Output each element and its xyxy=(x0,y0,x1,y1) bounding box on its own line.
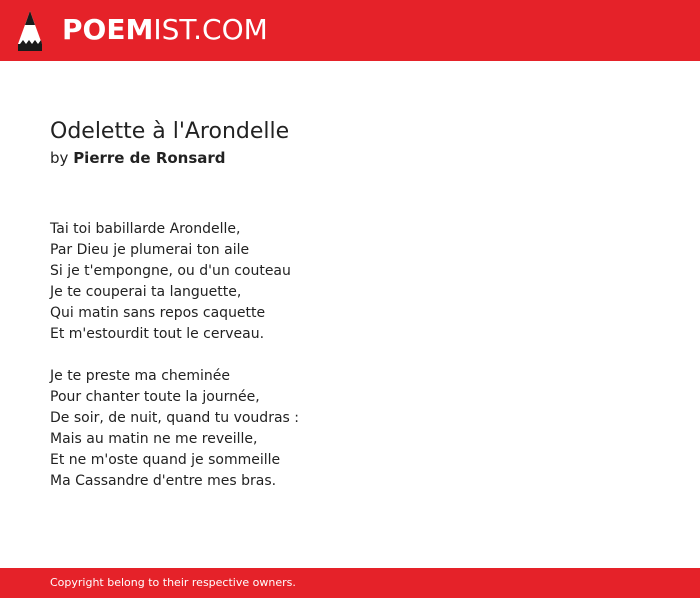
site-footer xyxy=(0,568,700,598)
copyright-text: Copyright belong to their respective owners. xyxy=(50,576,296,589)
poem-line: De soir, de nuit, quand tu voudras : xyxy=(50,410,299,426)
logo-bold-text: POEM xyxy=(62,13,154,46)
site-logo[interactable] xyxy=(62,13,268,47)
poem-body xyxy=(50,219,650,513)
stanza xyxy=(50,219,650,345)
stanza xyxy=(50,366,650,492)
pencil-icon[interactable] xyxy=(17,10,43,52)
poem-header xyxy=(50,118,650,168)
poem-line: Qui matin sans repos caquette xyxy=(50,305,266,321)
poem-line: Par Dieu je plumerai ton aile xyxy=(50,242,250,258)
poem-line: Je te couperai ta languette, xyxy=(50,284,242,300)
poem-line: Mais au matin ne me reveille, xyxy=(50,431,258,447)
poem-line: Et ne m'oste quand je sommeille xyxy=(50,452,281,468)
poem-line: Pour chanter toute la journée, xyxy=(50,389,260,405)
poem-line: Ma Cassandre d'entre mes bras. xyxy=(50,473,277,489)
by-label: by xyxy=(50,149,69,167)
poem-line: Et m'estourdit tout le cerveau. xyxy=(50,326,265,342)
byline xyxy=(50,148,650,168)
poem-line: Tai toi babillarde Arondelle, xyxy=(50,221,241,237)
author-name: Pierre de Ronsard xyxy=(73,149,226,167)
logo-light-text: IST.COM xyxy=(153,13,268,46)
poem-title: Odelette à l'Arondelle xyxy=(50,119,290,144)
poem-line: Je te preste ma cheminée xyxy=(50,368,231,384)
site-header xyxy=(0,0,700,61)
poem-line: Si je t'empongne, ou d'un couteau xyxy=(50,263,291,279)
